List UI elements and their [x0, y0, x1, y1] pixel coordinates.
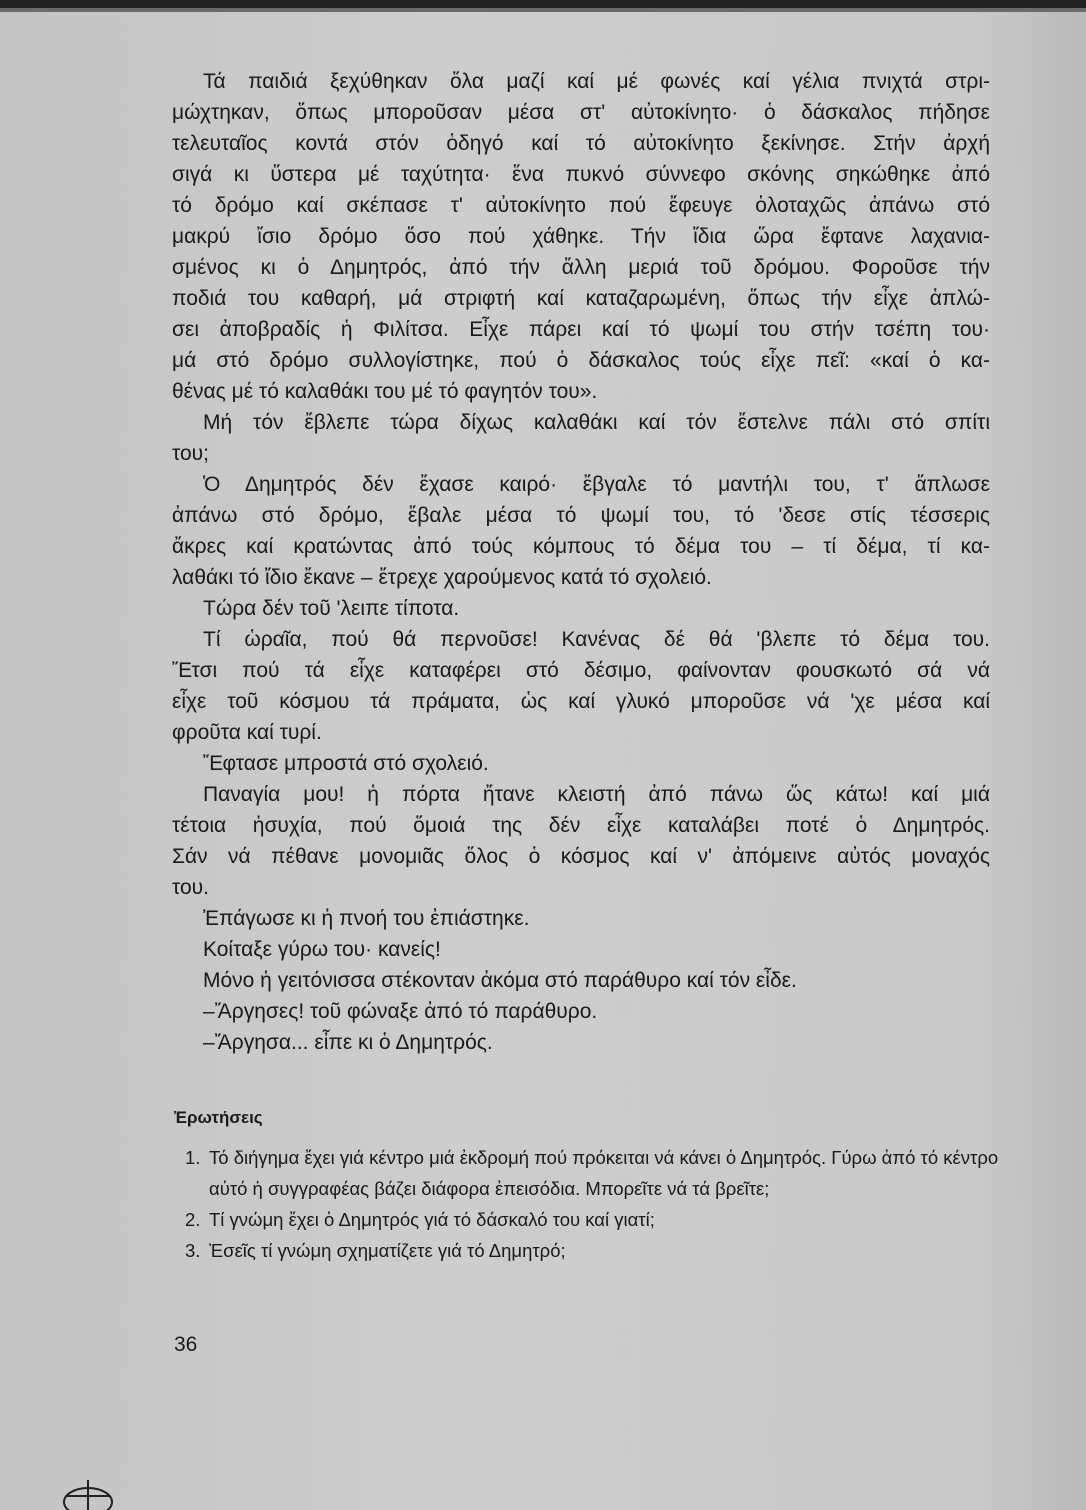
- text-line: εἶχε τοῦ κόσμου τά πράματα, ὡς καί γλυκό μποροῦσε νά 'χε μέσα καί: [172, 690, 990, 713]
- question-number: 2.: [185, 1209, 201, 1230]
- text-line: Παναγία μου! ἡ πόρτα ἤτανε κλειστή ἀπό πάνω ὥς κάτω! καί μιά: [203, 783, 990, 806]
- text-line: μώχτηκαν, ὅπως μποροῦσαν μέσα στ' αὐτοκίνητο· ὁ δάσκαλος πήδησε: [172, 101, 990, 124]
- text-line: τό δρόμο καί σκέπασε τ' αὐτοκίνητο πού ἔφευγε ὁλοταχῶς ἀπάνω στό: [172, 194, 990, 217]
- text-line: Ἔφτασε μπροστά στό σχολειό.: [203, 752, 489, 775]
- text-line: Μή τόν ἔβλεπε τώρα δίχως καλαθάκι καί τόν ἔστελνε πάλι στό σπίτι: [203, 411, 990, 434]
- text-line: σμένος κι ὁ Δημητρός, ἀπό τήν ἄλλη μεριά τοῦ δρόμου. Φοροῦσε τήν: [172, 256, 990, 279]
- publisher-logo-icon: [58, 1470, 118, 1510]
- text-line: σει ἀποβραδίς ἡ Φιλίτσα. Εἶχε πάρει καί τό ψωμί του στήν τσέπη του·: [172, 318, 990, 341]
- text-line: ἄκρες καί κρατώντας ἀπό τούς κόμπους τό δέμα του – τί δέμα, τί κα-: [172, 535, 990, 558]
- text-line: Σάν νά πέθανε μονομιᾶς ὅλος ὁ κόσμος καί ν' ἀπόμεινε αὐτός μοναχός: [172, 845, 990, 868]
- story-text: [172, 66, 990, 1058]
- question-item: [185, 1142, 1000, 1204]
- question-text: Ἐσεῖς τί γνώμη σχηματίζετε γιά τό Δημητρό;: [209, 1240, 566, 1261]
- questions-heading: Ἐρωτήσεις: [174, 1108, 263, 1127]
- text-line: Τά παιδιά ξεχύθηκαν ὅλα μαζί καί μέ φωνές καί γέλια πνιχτά στρι-: [203, 70, 990, 93]
- questions-list: [185, 1142, 1000, 1266]
- text-line: –Ἄργησα... εἶπε κι ὁ Δημητρός.: [203, 1031, 493, 1054]
- question-item: [185, 1204, 1000, 1235]
- text-line: Τώρα δέν τοῦ 'λειπε τίποτα.: [203, 597, 460, 620]
- text-line: Κοίταξε γύρω του· κανείς!: [203, 938, 441, 961]
- text-line: τελευταῖος κοντά στόν ὁδηγό καί τό αὐτοκίνητο ξεκίνησε. Στήν ἀρχή: [172, 132, 990, 155]
- text-line: Ἔτσι πού τά εἶχε καταφέρει στό δέσιμο, φαίνονταν φουσκωτό σά νά: [172, 659, 990, 682]
- text-line: τέτοια ἡσυχία, πού ὅμοιά της δέν εἶχε καταλάβει ποτέ ὁ Δημητρός.: [172, 814, 990, 837]
- text-line: Μόνο ἡ γειτόνισσα στέκονταν ἀκόμα στό παράθυρο καί τόν εἶδε.: [203, 969, 797, 992]
- text-line: του.: [172, 876, 209, 899]
- text-line: –Ἄργησες! τοῦ φώναξε ἀπό τό παράθυρο.: [203, 1000, 598, 1023]
- text-line: θένας μέ τό καλαθάκι του μέ τό φαγητόν του».: [172, 380, 598, 403]
- text-line: φροῦτα καί τυρί.: [172, 721, 322, 744]
- question-text: Τό διήγημα ἔχει γιά κέντρο μιά ἐκδρομή πού πρόκειται νά κάνει ὁ Δημητρός. Γύρω ἀπό τό κέντρο αὐτό ἡ συγγραφέας βάζει διάφορα ἐπεισόδια. Μπορεῖτε νά τά βρεῖτε;: [209, 1147, 999, 1199]
- text-line: σιγά κι ὕστερα μέ ταχύτητα· ἕνα πυκνό σύννεφο σκόνης σηκώθηκε ἀπό: [172, 163, 990, 186]
- question-item: [185, 1235, 1000, 1266]
- text-line: μά στό δρόμο συλλογίστηκε, πού ὁ δάσκαλος τούς εἶχε πεῖ: «καί ὁ κα-: [172, 349, 990, 372]
- scan-top-shadow: [0, 8, 1086, 12]
- text-line: Τί ὡραῖα, πού θά περνοῦσε! Κανένας δέ θά 'βλεπε τό δέμα του.: [203, 628, 990, 651]
- question-number: 3.: [185, 1240, 201, 1261]
- text-line: Ἐπάγωσε κι ἡ πνοή του ἐπιάστηκε.: [203, 907, 530, 930]
- text-line: Ὁ Δημητρός δέν ἔχασε καιρό· ἔβγαλε τό μαντήλι του, τ' ἅπλωσε: [203, 473, 990, 496]
- page-number: 36: [174, 1333, 198, 1356]
- text-line: λαθάκι τό ἴδιο ἔκανε – ἔτρεχε χαρούμενος κατά τό σχολειό.: [172, 566, 712, 589]
- question-text: Τί γνώμη ἔχει ὁ Δημητρός γιά τό δάσκαλό του καί γιατί;: [209, 1209, 655, 1230]
- question-number: 1.: [185, 1147, 201, 1168]
- text-line: ἀπάνω στό δρόμο, ἔβαλε μέσα τό ψωμί του, τό 'δεσε στίς τέσσερις: [172, 504, 990, 527]
- text-line: μακρύ ἴσιο δρόμο ὅσο πού χάθηκε. Τήν ἴδια ὥρα ἔφτανε λαχανια-: [172, 225, 990, 248]
- text-line: ποδιά του καθαρή, μά στριφτή καί καταζαρωμένη, ὅπως τήν εἶχε ἁπλώ-: [172, 287, 990, 310]
- text-line: του;: [172, 442, 209, 465]
- scan-top-edge: [0, 0, 1086, 8]
